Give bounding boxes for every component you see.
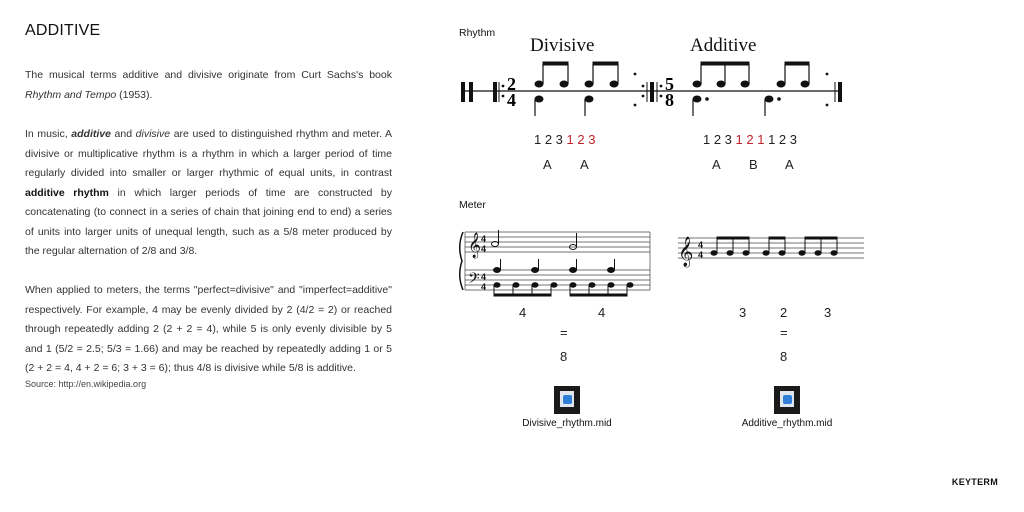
meter-ts-num-2: 4 bbox=[481, 272, 487, 282]
additive-letter-b: B bbox=[749, 157, 758, 172]
meter-ts-den-3: 4 bbox=[698, 250, 704, 260]
def-text-1: In music, bbox=[25, 128, 72, 140]
time-sig-5-8-num: 5 bbox=[665, 74, 674, 94]
time-sig-2-4-den: 4 bbox=[507, 90, 516, 110]
divisive-meter-equals: = bbox=[560, 325, 568, 340]
divisive-count bbox=[534, 132, 595, 147]
additive-meter-num-1: 3 bbox=[739, 305, 747, 320]
additive-meter-num-3: 3 bbox=[824, 305, 832, 320]
count-black: 1 2 3 bbox=[534, 132, 563, 147]
meter-label: Meter bbox=[459, 199, 486, 211]
definition-paragraph bbox=[25, 125, 392, 262]
additive-midi-filename[interactable]: Additive_rhythm.mid bbox=[741, 418, 833, 429]
page-title: ADDITIVE bbox=[25, 22, 101, 39]
divisive-midi-filename[interactable]: Divisive_rhythm.mid bbox=[522, 418, 612, 429]
term-additive: additive bbox=[71, 128, 111, 140]
def-text-3: are used to distinguished rhythm and meter. A divisive or multiplicative rhythm is a rhythm in which a larger period of time regularly divided into smaller or larger rhythmic of equal units, in contrast bbox=[25, 128, 393, 179]
meter-ts-den-1: 4 bbox=[481, 244, 487, 254]
term-divisive: divisive bbox=[135, 128, 171, 140]
svg-text:𝄞: 𝄞 bbox=[468, 233, 482, 258]
divisive-meter-total: 8 bbox=[560, 349, 568, 364]
additive-heading: Additive bbox=[690, 35, 757, 56]
divisive-heading: Divisive bbox=[530, 35, 595, 56]
rhythm-notation bbox=[455, 58, 850, 120]
divisive-meter-num-2: 4 bbox=[598, 305, 606, 320]
additive-meter-equals: = bbox=[780, 325, 788, 340]
meter-ts-num-3: 4 bbox=[698, 240, 704, 250]
divisive-meter-notation bbox=[455, 226, 655, 298]
book-title: Rhythm and Tempo bbox=[25, 88, 117, 101]
midi-file-icon[interactable] bbox=[774, 386, 800, 414]
svg-text:𝄢: 𝄢 bbox=[468, 270, 480, 291]
divisive-letter-a1: A bbox=[543, 157, 552, 172]
term-additive-rhythm: additive rhythm bbox=[25, 186, 109, 199]
count-red: 1 2 3 bbox=[566, 132, 596, 147]
midi-file-icon[interactable] bbox=[554, 386, 580, 414]
time-sig-2-4-num: 2 bbox=[507, 74, 516, 94]
def-text-2: and bbox=[110, 128, 136, 140]
divisive-letter-a2: A bbox=[580, 157, 589, 172]
count-black-2: 1 2 3 bbox=[768, 132, 798, 147]
divisive-meter-num-1: 4 bbox=[519, 305, 527, 320]
additive-meter-total: 8 bbox=[780, 349, 788, 364]
count-red: 1 2 1 bbox=[735, 132, 765, 147]
additive-meter-notation bbox=[676, 228, 868, 268]
additive-count bbox=[703, 132, 797, 147]
count-black-1: 1 2 3 bbox=[703, 132, 732, 147]
intro-year: (1953). bbox=[116, 88, 153, 101]
additive-midi-file[interactable] bbox=[734, 386, 840, 429]
meter-ts-num-1: 4 bbox=[481, 234, 487, 244]
svg-text:𝄞: 𝄞 bbox=[678, 237, 694, 267]
rhythm-label: Rhythm bbox=[459, 27, 496, 39]
meter-paragraph: When applied to meters, the terms "perfect=divisive" and "imperfect=additive" respectively. For example, 4 may be evenly divided by 2 (4/2 = 2) or reached through repeatedly adding 2 (2 + 2 = 4), while 5 is only evenly divisible by 5 and 1 (5/2 = 2.5; 5/3 = 1.66) and may be reached by repeatedly adding 1 or 5 (2 + 2 = 4, 4 + 2 = 6; 3 + 3 = 6); thus 4/8 is divisive while 5/8 is additive. bbox=[25, 284, 392, 374]
intro-paragraph bbox=[25, 66, 392, 105]
divisive-midi-file[interactable] bbox=[514, 386, 620, 429]
time-sig-5-8-den: 8 bbox=[665, 90, 674, 110]
def-text-4: in which larger periods of time are constructed by concatenating (to connect in a series of chain that joining end to end) a series of units into larger units of unequal length, such as a 5/8 meter produced by the regular alternation of 2/8 and 3/8. bbox=[25, 186, 392, 257]
meter-ts-den-2: 4 bbox=[481, 282, 487, 292]
source-citation: Source: http://en.wikipedia.org bbox=[25, 379, 147, 389]
additive-letter-a2: A bbox=[785, 157, 794, 172]
footer-keyterm: KEYTERM bbox=[951, 477, 998, 487]
intro-text: The musical terms additive and divisive originate from Curt Sachs's book bbox=[25, 69, 392, 81]
additive-letter-a1: A bbox=[712, 157, 721, 172]
additive-meter-num-2: 2 bbox=[780, 305, 788, 320]
